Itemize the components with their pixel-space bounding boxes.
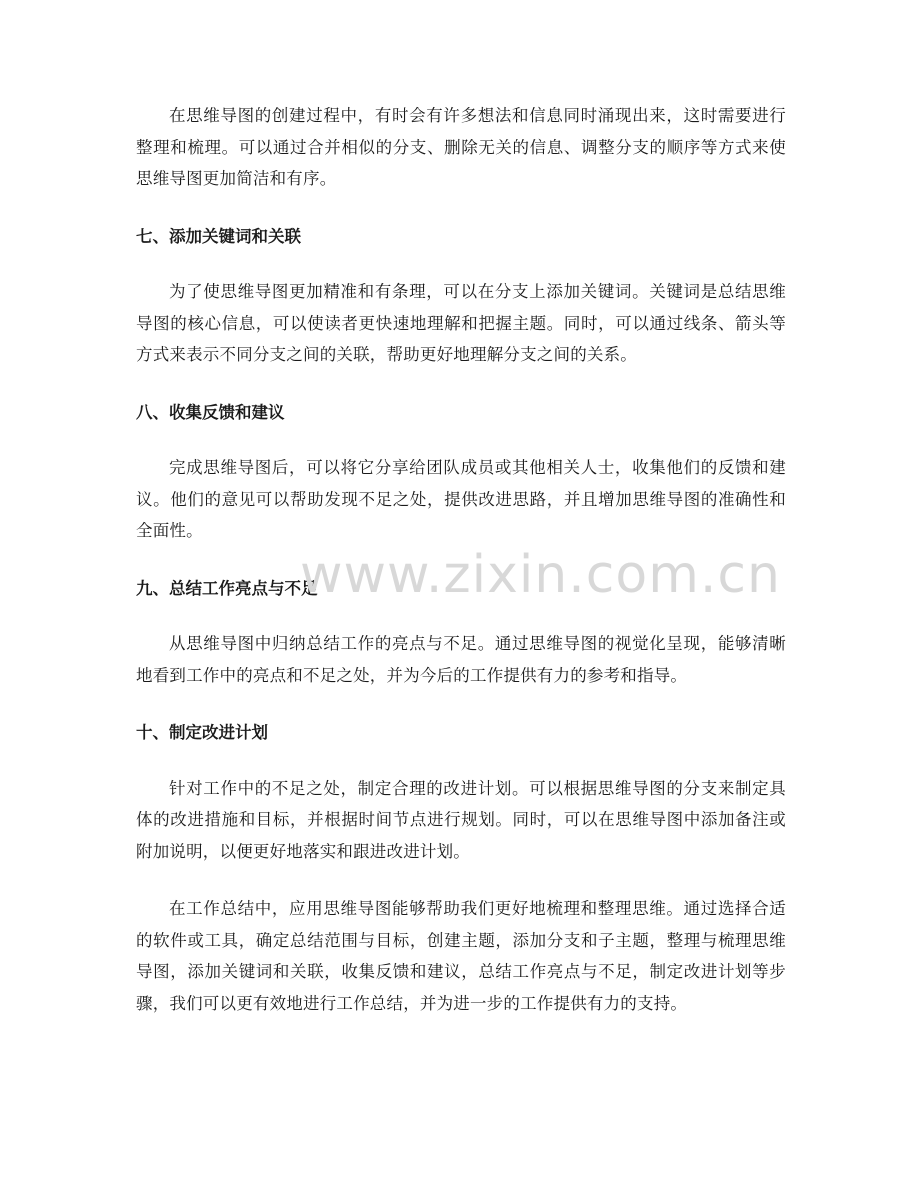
paragraph-organize: 在思维导图的创建过程中，有时会有许多想法和信息同时涌现出来，这时需要进行整理和梳理。可以通过合并相似的分支、删除无关的信息、调整分支的顺序等方式来使思维导图更加简洁和有序。 (136, 106, 786, 188)
heading-highlights: 九、总结工作亮点与不足 (136, 578, 318, 598)
document-body (136, 100, 786, 1045)
paragraph-improvement-plan: 针对工作中的不足之处，制定合理的改进计划。可以根据思维导图的分支来制定具体的改进措施和目标，并根据时间节点进行规划。同时，可以在思维导图中添加备注或附加说明，以便更好地落实和跟进改进计划。 (136, 778, 786, 861)
heading-improvement-plan: 十、制定改进计划 (136, 723, 268, 742)
paragraph-feedback: 完成思维导图后，可以将它分享给团队成员或其他相关人士，收集他们的反馈和建议。他们的意见可以帮助发现不足之处，提供改进思路，并且增加思维导图的准确性和全面性。 (136, 458, 786, 540)
watermark: www.zixin.com.cn (300, 545, 781, 605)
paragraph-keywords: 为了使思维导图更加精准和有条理，可以在分支上添加关键词。关键词是总结思维导图的核心信息，可以使读者更快速地理解和把握主题。同时，可以通过线条、箭头等方式来表示不同分支之间的关联，帮助更好地理解分支之间的关系。 (136, 282, 786, 364)
heading-keywords: 七、添加关键词和关联 (136, 226, 301, 246)
paragraph-highlights: 从思维导图中归纳总结工作的亮点与不足。通过思维导图的视觉化呈现，能够清晰地看到工作中的亮点和不足之处，并为今后的工作提供有力的参考和指导。 (136, 634, 786, 685)
heading-feedback: 八、收集反馈和建议 (136, 402, 285, 422)
paragraph-conclusion: 在工作总结中，应用思维导图能够帮助我们更好地梳理和整理思维。通过选择合适的软件或工具，确定总结范围与目标，创建主题，添加分支和子主题，整理与梳理思维导图，添加关键词和关联，收集反馈和建议，总结工作亮点与不足，制定改进计划等步骤，我们可以更有效地进行工作总结，并为进一步的工作提供有力的支持。 (136, 899, 786, 1013)
